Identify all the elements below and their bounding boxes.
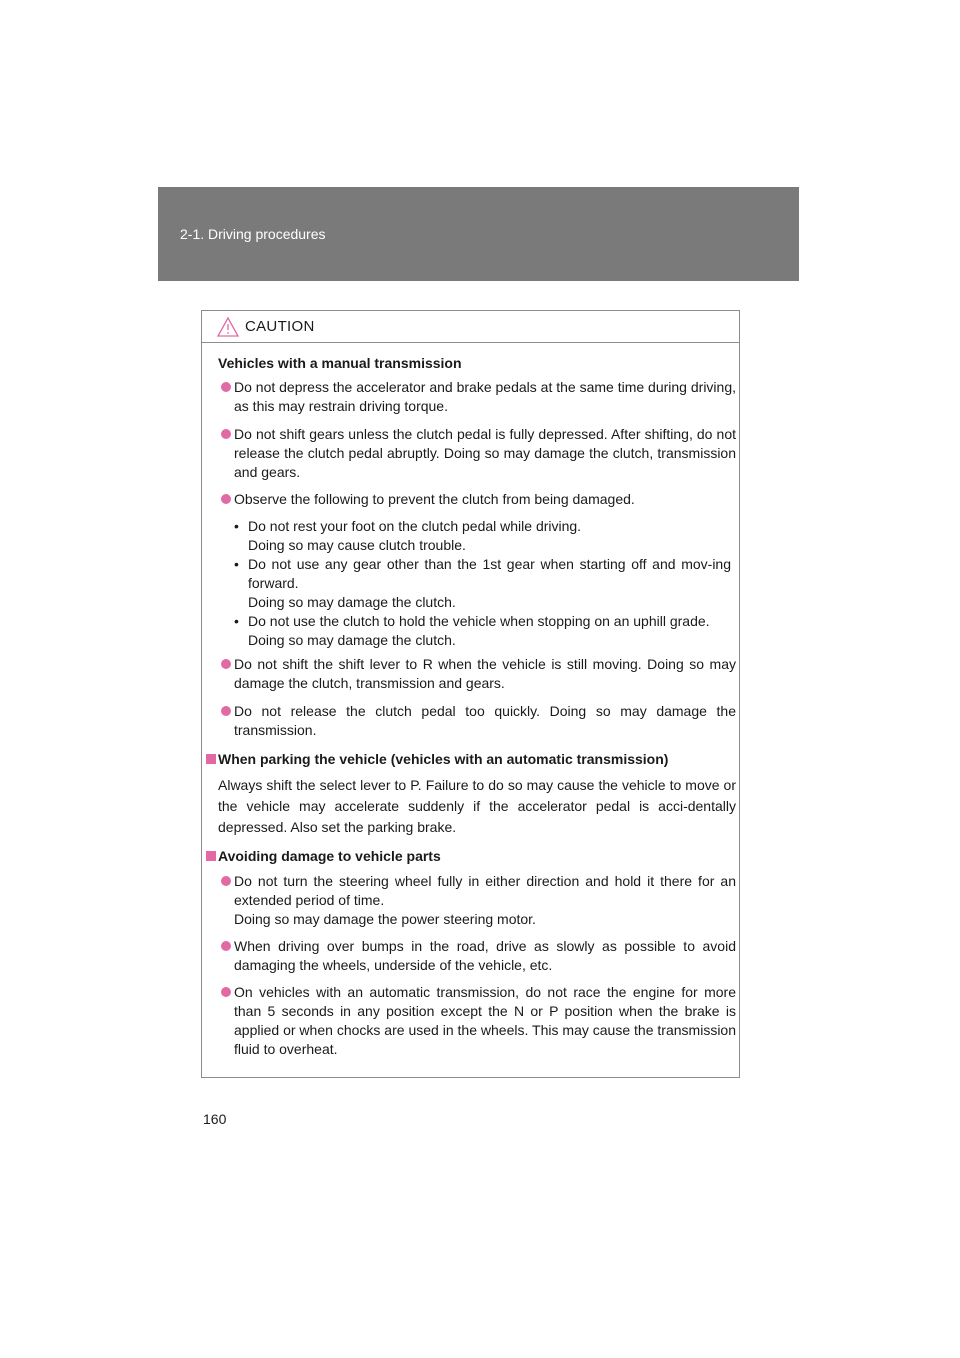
square-bullet-icon [206,754,216,764]
page-number: 160 [203,1111,227,1127]
avoid-bullet-3: On vehicles with an automatic transmission, do not race the engine for more than 5 seconds in any position except the N or P position when the brake is applied or when chocks are used in the wheels. This may cause the transmission fluid to overheat. [234,983,736,1059]
warning-triangle-icon [216,316,240,338]
avoid-bullet-1: Do not turn the steering wheel fully in either direction and hold it there for an extended period of time. Doing so may damage the power steering motor. [234,872,736,929]
bullet-icon [221,382,231,392]
caution-title: CAUTION [245,318,315,335]
parking-heading: When parking the vehicle (vehicles with an automatic transmission) [206,749,741,769]
caution-box [201,310,740,1078]
square-bullet-icon [206,851,216,861]
bullet-icon [221,706,231,716]
bullet-icon [221,876,231,886]
caution-title-row [202,311,739,343]
bullet-icon [221,941,231,951]
sub-item-3: • Do not use the clutch to hold the vehicle when stopping on an uphill grade. Doing so may damage the clutch. [234,613,710,648]
caution-content [202,353,741,1059]
section-title: 2-1. Driving procedures [180,226,326,242]
manual-bullet-4: Do not shift the shift lever to R when the vehicle is still moving. Doing so may damage the clutch, transmission and gears. [234,655,736,693]
bullet-icon [221,494,231,504]
bullet-icon [221,659,231,669]
sub-item-1: • Do not rest your foot on the clutch pedal while driving. Doing so may cause clutch trouble. [234,518,582,553]
manual-bullet-1: Do not depress the accelerator and brake pedals at the same time during driving, as this may restrain driving torque. [234,378,736,416]
sub-item-2: • Do not use any gear other than the 1st gear when starting off and mov-ing forward. Doing so may damage the clutch. [234,556,731,610]
parking-text: Always shift the select lever to P. Failure to do so may cause the vehicle to move or the vehicle may accelerate suddenly if the accelerator pedal is acci-dentally depressed. Also set the parking brake. [218,777,736,835]
avoid-heading: Avoiding damage to vehicle parts [206,846,741,866]
manual-bullet-5: Do not release the clutch pedal too quickly. Doing so may damage the transmission. [234,702,736,740]
bullet-icon [221,429,231,439]
manual-heading: Vehicles with a manual transmission [218,355,462,371]
manual-bullet-3: Observe the following to prevent the clutch from being damaged. [234,490,736,509]
section-header-bar [158,187,799,281]
bullet-icon [221,987,231,997]
manual-bullet-2: Do not shift gears unless the clutch pedal is fully depressed. After shifting, do not release the clutch pedal abruptly. Doing so may damage the clutch, transmission and gears. [234,425,736,482]
avoid-bullet-2: When driving over bumps in the road, drive as slowly as possible to avoid damaging the wheels, underside of the vehicle, etc. [234,937,736,975]
